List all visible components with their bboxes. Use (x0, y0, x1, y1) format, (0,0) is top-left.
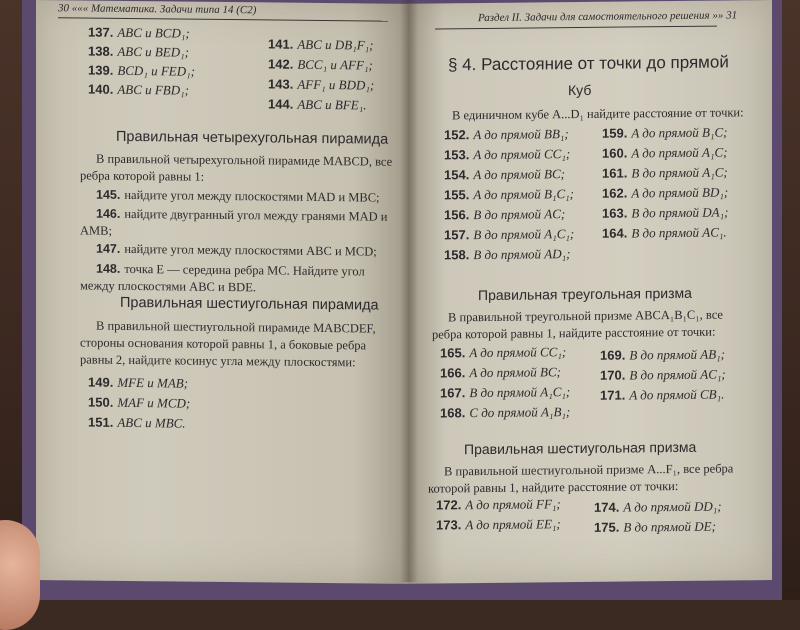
problem-141: 141. ABC и DB₁F₁; (268, 36, 374, 53)
square-pyramid-intro: В правильной четырехугольной пирамиде MABCD, все ребра которой равны 1: (80, 151, 393, 184)
problem-157: 157. B до прямой A₁C₁; (444, 226, 575, 243)
problem-175: 175. B до прямой DE; (594, 518, 716, 535)
problem-143: 143. AFF₁ и BDD₁; (268, 76, 375, 93)
problem-152: 152. A до прямой BB₁; (444, 126, 569, 143)
subsection-title-cube: Куб (568, 81, 592, 99)
problem-169: 169. B до прямой AB₁; (600, 346, 725, 363)
problem-171: 171. A до прямой CB₁. (600, 386, 725, 403)
problem-139: 139. BCD₁ и FED₁; (88, 62, 195, 79)
cube-intro: В единичном кубе A...D₁ найдите расстояние от точки: (452, 105, 744, 123)
problem-170: 170. B до прямой AC₁; (600, 366, 726, 383)
problem-147: 147. найдите угол между плоскостями ABC и MCD; (96, 241, 377, 259)
problem-144: 144. ABC и BFE₁. (268, 96, 367, 113)
problem-159: 159. A до прямой B₁C; (602, 124, 728, 141)
section-title-square-pyramid: Правильная четырехугольная пирамида (116, 128, 389, 148)
thumb (0, 520, 40, 630)
problem-173: 173. A до прямой EE₁; (436, 516, 561, 533)
problem-165: 165. A до прямой CC₁; (440, 344, 567, 361)
subsection-title-triangular-prism: Правильная треугольная призма (478, 284, 692, 304)
hexagonal-pyramid-intro: В правильной шестиугольной пирамиде MABCDEF, стороны основания которой равны 1, а боковые ребра равны 2, найдите косинус угла между плоскостями: (80, 318, 376, 370)
problem-145: 145. найдите угол между плоскостями MAD и MBC; (96, 187, 380, 205)
problem-150: 150. MAF и MCD; (88, 394, 191, 411)
problem-156: 156. B до прямой AC; (444, 206, 566, 223)
problem-148: 148. точка E — середина ребра MC. Найдите угол между плоскостями ABC и BDE. (80, 261, 365, 295)
problem-149: 149. MFE и MAB; (88, 374, 189, 391)
left-page (36, 0, 408, 584)
right-page (408, 0, 772, 584)
problem-162: 162. A до прямой BD₁; (602, 184, 729, 201)
problem-166: 166. A до прямой BC; (440, 364, 561, 381)
book-gutter (400, 0, 418, 582)
problem-164: 164. B до прямой AC₁. (602, 224, 727, 241)
problem-161: 161. B до прямой A₁C; (602, 164, 728, 181)
problem-153: 153. A до прямой CC₁; (444, 146, 571, 163)
problem-163: 163. B до прямой DA₁; (602, 204, 729, 221)
triangular-prism-intro: В правильной треугольной призме ABCA₁B₁C₁, все ребра которой равны 1, найдите расстояние от точки: (432, 307, 723, 342)
problem-174: 174. A до прямой DD₁; (594, 498, 722, 515)
left-running-head: 30 ««« Математика. Задачи типа 14 (С2) (58, 2, 257, 17)
section-title-distance: § 4. Расстояние от точки до прямой (448, 52, 729, 75)
problem-151: 151. ABC и MBC. (88, 414, 186, 431)
problem-172: 172. A до прямой FF₁; (436, 496, 561, 513)
right-running-head: Раздел II. Задачи для самостоятельного решения »» 31 (478, 9, 738, 25)
problem-140: 140. ABC и FBD₁; (88, 81, 189, 98)
problem-168: 168. C до прямой A₁B₁; (440, 404, 571, 421)
subsection-title-hexagonal-prism: Правильная шестиугольная призма (464, 438, 697, 458)
problem-158: 158. B до прямой AD₁; (444, 246, 571, 263)
right-header-rule (435, 26, 717, 30)
hexagonal-prism-intro: В правильной шестиугольной призме A...F₁, все ребра которой равны 1, найдите расстояние от точки: (428, 461, 734, 496)
problem-142: 142. BCC₁ и AFF₁; (268, 56, 373, 73)
problem-146: 146. найдите двугранный угол между гранями MAD и AMB; (80, 206, 388, 238)
section-title-hexagonal-pyramid: Правильная шестиугольная пирамида (120, 294, 379, 314)
problem-160: 160. A до прямой A₁C; (602, 144, 728, 161)
problem-137: 137. ABC и BCD₁; (88, 24, 190, 41)
problem-155: 155. A до прямой B₁C₁; (444, 186, 574, 203)
left-header-rule (58, 17, 388, 21)
problem-167: 167. B до прямой A₁C₁; (440, 384, 571, 401)
problem-138: 138. ABC и BED₁; (88, 43, 189, 60)
problem-154: 154. A до прямой BC; (444, 166, 565, 183)
